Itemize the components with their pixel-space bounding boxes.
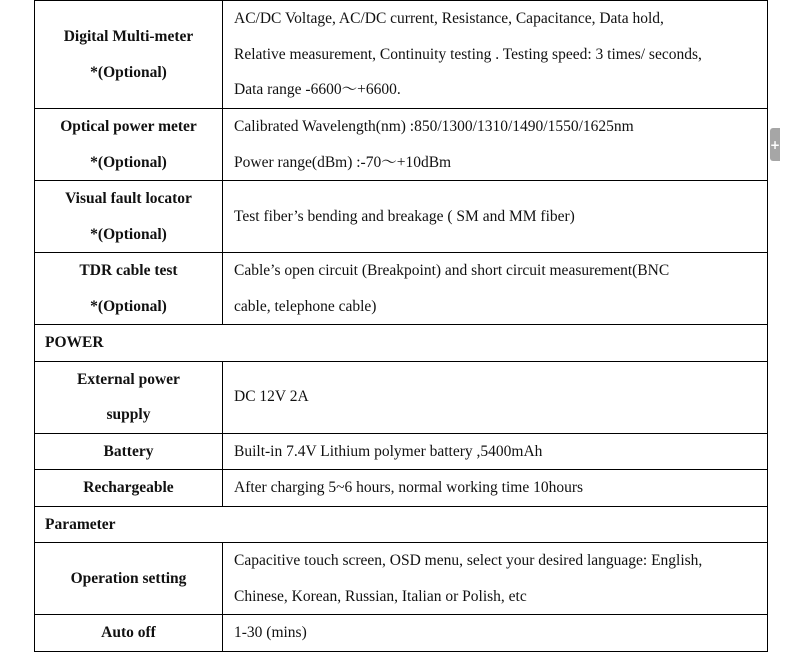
text-line: Built-in 7.4V Lithium polymer battery ,5400mAh xyxy=(234,442,543,460)
text-line: Relative measurement, Continuity testing . Testing speed: 3 times/ seconds, xyxy=(234,45,702,63)
text-line: Battery xyxy=(103,442,154,460)
text-line: 1-30 (mins) xyxy=(234,624,307,641)
spec-value xyxy=(223,361,768,433)
spec-value xyxy=(223,433,768,470)
text-line: *(Optional) xyxy=(90,63,167,81)
text-line: Visual fault locator xyxy=(65,190,192,207)
text-line: Chinese, Korean, Russian, Italian or Polish, etc xyxy=(234,587,527,605)
spec-value xyxy=(223,470,768,507)
spec-label xyxy=(35,433,223,470)
text-line: *(Optional) xyxy=(90,225,167,243)
spec-value xyxy=(223,253,768,325)
section-row xyxy=(35,506,768,543)
spec-row xyxy=(35,253,768,325)
spec-value xyxy=(223,543,768,615)
text-line: Test fiber’s bending and breakage ( SM and MM fiber) xyxy=(234,207,575,225)
spec-row xyxy=(35,109,768,181)
spec-row xyxy=(35,361,768,433)
spec-row xyxy=(35,433,768,470)
spec-row xyxy=(35,181,768,253)
text-line: cable, telephone cable) xyxy=(234,297,377,315)
text-line: Power range(dBm) :-70～+10dBm xyxy=(234,153,452,171)
spec-label xyxy=(35,253,223,325)
text-line: *(Optional) xyxy=(90,297,167,315)
text-line: External power xyxy=(77,370,180,388)
text-line: *(Optional) xyxy=(90,153,167,171)
spec-label xyxy=(35,109,223,181)
section-header xyxy=(35,325,768,362)
section-row xyxy=(35,325,768,362)
text-line: Parameter xyxy=(45,515,116,533)
spec-label xyxy=(35,1,223,109)
text-line: Capacitive touch screen, OSD menu, select your desired language: English, xyxy=(234,552,703,569)
text-line: Optical power meter xyxy=(60,118,197,135)
section-header xyxy=(35,506,768,543)
text-line: After charging 5~6 hours, normal working time 10hours xyxy=(234,479,584,496)
plus-icon: + xyxy=(769,137,781,152)
spec-value xyxy=(223,615,768,652)
spec-value xyxy=(223,109,768,181)
spec-row xyxy=(35,543,768,615)
spec-label xyxy=(35,361,223,433)
spec-value xyxy=(223,181,768,253)
spec-label xyxy=(35,470,223,507)
spec-table xyxy=(34,0,768,652)
spec-row xyxy=(35,615,768,652)
spec-label xyxy=(35,181,223,253)
text-line: TDR cable test xyxy=(79,262,178,279)
text-line: Digital Multi-meter xyxy=(63,28,194,45)
spec-row xyxy=(35,470,768,507)
spec-value xyxy=(223,1,768,109)
spec-row xyxy=(35,1,768,109)
text-line: POWER xyxy=(45,334,104,351)
text-line: Rechargeable xyxy=(83,479,174,496)
text-line: Auto off xyxy=(101,624,156,641)
text-line: supply xyxy=(106,406,151,423)
text-line: DC 12V 2A xyxy=(234,388,309,406)
spec-table-body xyxy=(35,1,768,652)
text-line: Operation setting xyxy=(70,569,187,587)
text-line: Calibrated Wavelength(nm) :850/1300/1310/1490/1550/1625nm xyxy=(234,118,634,135)
text-line: Cable’s open circuit (Breakpoint) and short circuit measurement(BNC xyxy=(234,262,670,279)
spec-label xyxy=(35,615,223,652)
side-expand-tab[interactable] xyxy=(770,128,780,161)
text-line: AC/DC Voltage, AC/DC current, Resistance, Capacitance, Data hold, xyxy=(234,10,664,28)
spec-label xyxy=(35,543,223,615)
text-line: Data range -6600～+6600. xyxy=(234,81,401,99)
